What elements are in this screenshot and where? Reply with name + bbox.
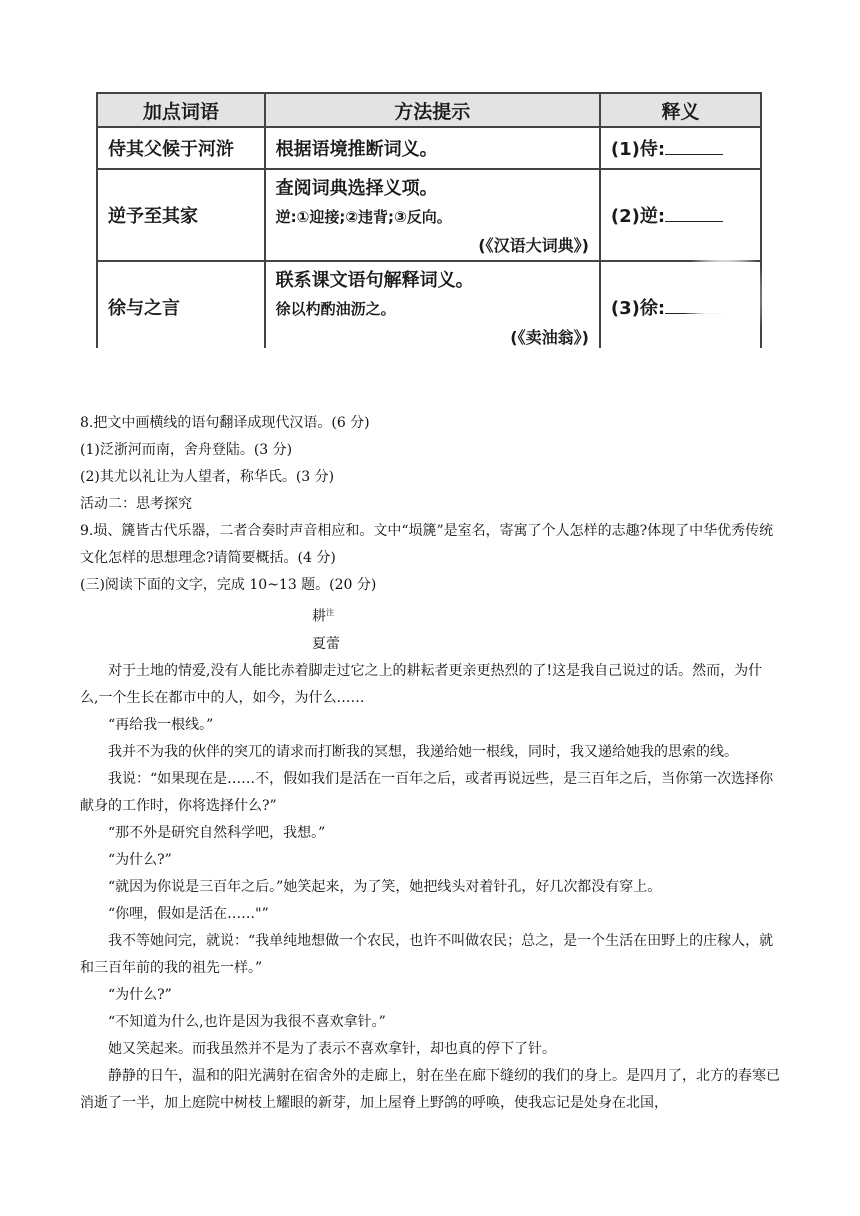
paragraph: 我并不为我的伙伴的突兀的请求而打断我的冥想，我递给她一根线，同时，我又递给她我的思索的线。 (108, 743, 738, 760)
paragraph: 静静的日午，温和的阳光满射在宿舍外的走廊上，射在坐在廊下缝纫的我们的身上。是四月了，北方的春寒已消逝了一半，加上庭院中树枝上耀眼的新芽，加上屋脊上野鸽的呼唤，使我忘记是处身在北国， (80, 1067, 780, 1111)
question-8-1: (1)泛浙河而南，舍舟登陆。(3 分) (80, 442, 293, 458)
paragraph: 对于土地的情爱,没有人能比赤着脚走过它之上的耕耘者更亲更热烈的了!这是我自己说过的话。然而，为什么,一个生长在都市中的人，如今，为什么…… (80, 662, 763, 706)
table-row (97, 261, 761, 348)
method-cell (265, 127, 600, 169)
paragraph: “为什么?” (108, 986, 172, 1003)
method-text: 联系课文语句解释词义。 (275, 270, 474, 291)
answer-blank (665, 138, 723, 155)
question-8: 8.把文中画横线的语句翻译成现代汉语。(6 分) (80, 415, 370, 431)
method-example: 逆:①迎接;②违背;③反向。 (275, 208, 452, 226)
table-header-row (97, 93, 761, 127)
vocab-table-region (96, 92, 762, 348)
method-example: 徐以杓酌油沥之。 (275, 300, 396, 318)
article-author: 夏蕾 (312, 635, 340, 652)
method-text: 根据语境推断词义。 (275, 139, 438, 160)
answer-cell (600, 127, 761, 169)
method-cell (265, 261, 600, 348)
table-row (97, 127, 761, 169)
method-source: (《汉语大词典》) (478, 236, 589, 255)
answer-label: (1)侍: (610, 139, 666, 160)
term-cell: 侍其父候于河浒 (97, 127, 265, 169)
header-term: 加点词语 (97, 93, 265, 127)
paragraph: “不知道为什么,也许是因为我很不喜欢拿针。” (108, 1013, 386, 1030)
paragraph: 我说：“如果现在是……不，假如我们是活在一百年之后，或者再说远些，是三百年之后，当你第一次选择你献身的工作时，你将选择什么?” (80, 770, 774, 814)
answer-label: (3)徐: (610, 298, 666, 319)
question-9: 9.埙、篪皆古代乐器，二者合奏时声音相应和。文中“埙篪”是室名，寄寓了个人怎样的志趣?体现了中华优秀传统文化怎样的思想理念?请简要概括。(4 分) (80, 523, 774, 566)
document-body (80, 410, 780, 1117)
header-meaning: 释义 (600, 93, 761, 127)
paragraph: “你哩，假如是活在……"” (108, 905, 269, 922)
method-cell (265, 169, 600, 261)
section-3-heading: (三)阅读下面的文字，完成 10~13 题。(20 分) (80, 577, 377, 593)
scan-smudge (684, 242, 762, 348)
question-8-2: (2)其尤以礼让为人望者，称华氏。(3 分) (80, 469, 335, 485)
paragraph: 她又笑起来。而我虽然并不是为了表示不喜欢拿针，却也真的停下了针。 (108, 1040, 556, 1057)
activity-heading: 活动二：思考探究 (80, 496, 192, 512)
article-title-note: 注 (326, 608, 334, 617)
paragraph: “再给我一根线。” (108, 716, 214, 733)
paragraph: 我不等她问完，就说：“我单纯地想做一个农民，也许不叫做农民；总之，是一个生活在田野上的庄稼人，就和三百年前的我的祖先一样。” (80, 932, 774, 976)
paragraph: “那不外是研究自然科学吧，我想。” (108, 824, 326, 841)
paragraph: “为什么?” (108, 851, 172, 868)
vocab-table (96, 92, 762, 348)
answer-label: (2)逆: (610, 206, 666, 227)
paragraph: “就因为你说是三百年之后。”她笑起来，为了笑，她把线头对着针孔，好几次都没有穿上。 (108, 878, 662, 895)
header-method: 方法提示 (265, 93, 600, 127)
article-title-text: 耕 (312, 608, 326, 625)
method-text: 查阅词典选择义项。 (275, 178, 438, 199)
table-row (97, 169, 761, 261)
term-cell: 徐与之言 (97, 261, 265, 348)
term-cell: 逆予至其家 (97, 169, 265, 261)
answer-blank (665, 205, 723, 222)
method-source: (《卖油翁》) (510, 328, 589, 347)
article-title (80, 599, 780, 631)
